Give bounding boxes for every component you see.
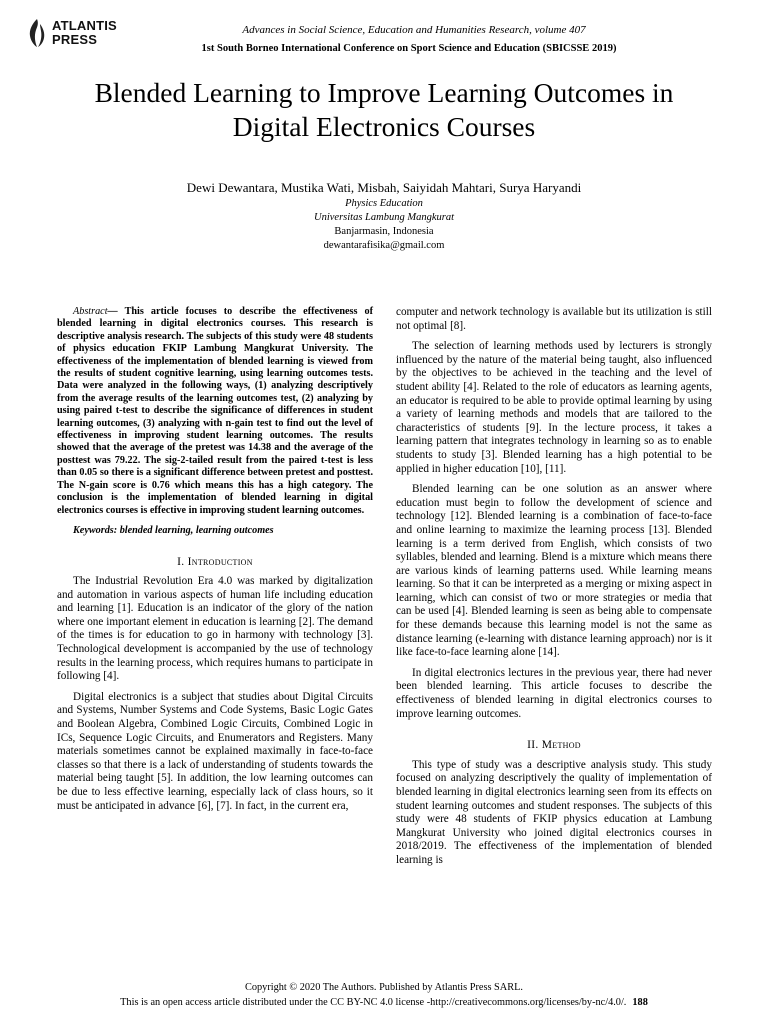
- license-line: [0, 995, 768, 1010]
- paper-title: [40, 76, 728, 144]
- publisher-name-line1: ATLANTIS: [52, 18, 117, 33]
- affiliation-university: Universitas Lambung Mangkurat: [314, 212, 454, 223]
- abstract: [57, 306, 373, 517]
- license-text: This is an open access article distributed under the CC BY-NC 4.0 license -http://creativecommons.org/licenses/by-nc/4.0/.: [120, 997, 627, 1008]
- abstract-label: Abstract: [73, 306, 108, 317]
- left-column: [57, 306, 373, 820]
- paragraph: Blended learning can be one solution as an answer where education must begin to follow the development of science and technology [12]. Blended learning is a combination of face-to-face and online learning to maximize the learning process [13]. Blended learning is a term derived from English, which consists of two syllables, blended and learning. Blend is a mixture which means there are various kinds of learning patterns used. While learning means learning. So that it can be interpreted as a merging or mixing aspect in learning, which can consist of two or more strategies or media that can be used [4]. Blended learning is seen as being able to compensate for these demands because this learning model is not the same as distance learning (e-learning with distance learning approach) nor is it like face-to-face learning alone [14].: [396, 483, 712, 659]
- paragraph: Digital electronics is a subject that studies about Digital Circuits and Systems, Number Systems and Code Systems, Basic Logic Gates and Boolean Algebra, Combined Logic Circuits, Combined Logic in ICs, Sequence Logic Circuits, and Enumerators and Registers. Many materials sometimes cannot be explained maximally in face-to-face classes so that there is a lack of understanding of students towards the material being taught [5]. In addition, the low learning outcomes can be due to less effective learning, especially lack of class hours, so it must be anticipated in advance [6], [7]. In fact, in the current era,: [57, 690, 373, 812]
- section-heading-method: II. Method: [527, 739, 581, 752]
- journal-header: Advances in Social Science, Education and Humanities Research, volume 407: [242, 24, 586, 36]
- author-email: dewantarafisika@gmail.com: [323, 240, 445, 251]
- paragraph: The Industrial Revolution Era 4.0 was marked by digitalization and automation in various aspects of human life including education and learning [1]. Education is an indicator of the glory of the nation where one important element in education is learning [2]. The demand of the times is for education to go in harmony with technology [3]. Technological development is accompanied by the use of technology results in the learning process, which requires humans to participate in following [4].: [57, 575, 373, 683]
- abstract-dash: —: [107, 306, 118, 317]
- abstract-text: This article focuses to describe the effectiveness of blended learning in digital electronics courses. This research is descriptive analysis research. The subjects of this study were 48 students of physics education FKIP Lambung Mangkurat University. The effectiveness of the implementation of blended learning is viewed from the results of student cognitive learning, using learning outcomes tests. Data were analyzed in the following ways, (1) analyzing descriptively from the average results of the learning outcomes test, (2) analyzing by using paired t-test to describe the significance of differences in student learning outcomes, (3) analyzing with n-gain test to find out the level of effectiveness in improving student learning outcomes. The results showed that the average of the pretest was 14.38 and the average of the posttest was 79.22. The sig-2-tailed result from the paired t-test is less than 0.05 so there is a significant difference between pretest and posttest. The N-gain score is 0.76 which means this has a high category. The conclusion is the implementation of blended learning in digital electronics courses is effective in improving student learning outcomes.: [57, 306, 373, 516]
- page-footer: [0, 980, 768, 1010]
- title-line-1: Blended Learning to Improve Learning Outcomes in: [94, 77, 674, 108]
- author-list: Dewi Dewantara, Mustika Wati, Misbah, Saiyidah Mahtari, Surya Haryandi: [186, 180, 582, 195]
- keywords: Keywords: blended learning, learning outcomes: [73, 524, 274, 536]
- affiliation-block: [0, 197, 768, 253]
- paragraph: The selection of learning methods used by lecturers is strongly influenced by the nature of the material being taught, also influenced by the objectives to be achieved in the teaching and the level of student ability [4]. Related to the role of educators as learning agents, an educator is required to be able to provide optimal learning by using a variety of learning methods and models that are tailored to the characteristics of students [9]. In the lecture process, it takes a learning pattern that integrates technology in learning so as to enable students to study [3]. Blended learning has a high potential to be applied in higher education [10], [11].: [396, 340, 712, 475]
- affiliation-city: Banjarmasin, Indonesia: [334, 226, 434, 237]
- affiliation-department: Physics Education: [345, 198, 423, 209]
- copyright-line: Copyright © 2020 The Authors. Published by Atlantis Press SARL.: [245, 982, 523, 993]
- conference-header: 1st South Borneo International Conference on Sport Science and Education (SBICSSE 2019): [201, 43, 617, 54]
- section-heading-introduction: I. Introduction: [177, 555, 253, 568]
- paragraph: This type of study was a descriptive analysis study. This study focused on analyzing descriptively the quality of implementation of blended learning in digital electronics learning seen from its effects on student learning outcomes and student responses. The subjects of this study were 48 students of FKIP physics education at Lambung Mangkurat University who joined digital electronics courses in 2018/2019. The effectiveness of the implementation of blended learning is: [396, 758, 712, 866]
- paragraph: computer and network technology is available but its utilization is still not optimal [8].: [396, 306, 712, 332]
- right-column: [396, 306, 712, 875]
- page-number: 188: [632, 997, 648, 1008]
- title-line-2: Digital Electronics Courses: [232, 111, 536, 142]
- publisher-name-line2: PRESS: [52, 32, 98, 47]
- paragraph: In digital electronics lectures in the previous year, there had never been blended learning. This article focuses to describe the effectiveness of blended learning in digital electronics courses to improve learning outcomes.: [396, 666, 712, 720]
